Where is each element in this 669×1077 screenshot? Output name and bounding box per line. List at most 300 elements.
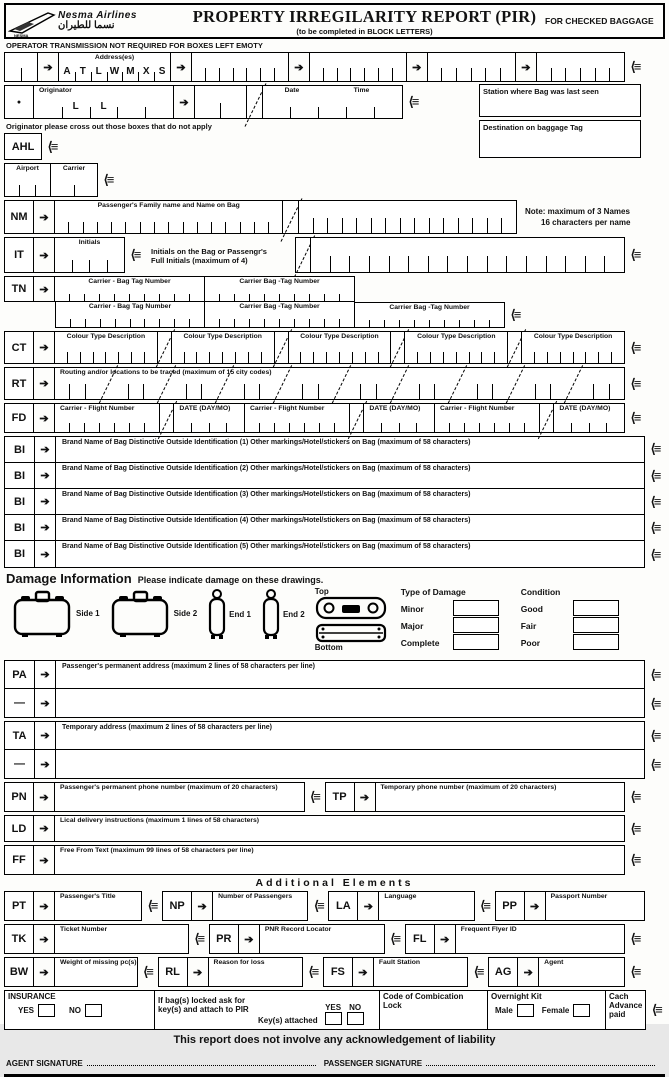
arrow-icon: ➔ [525,891,546,921]
bottom-label: Bottom [314,643,343,652]
la-code: LA [328,891,358,921]
np-label: Number of Passengers [218,893,293,900]
damage-heading [6,571,665,586]
passenger-title-field[interactable] [55,891,142,921]
arrow-icon: ➔ [516,52,537,82]
top-label: Top [314,587,329,596]
pa-continuation-row[interactable] [5,689,644,717]
telex-prefix-box[interactable] [4,52,38,82]
slash-divider [350,403,364,433]
cell[interactable] [34,95,62,118]
arrow-icon: ➔ [174,85,195,119]
complete-checkbox[interactable] [453,634,499,650]
bi-label: Brand Name of Bag Distinctive Outside Identification (3) Other markings/Hotel/stickers on Bag (maximum of 58 characters) [62,491,471,498]
flight-date-field[interactable] [554,403,625,433]
originator-letter: L [62,95,90,118]
operator-notice: OPERATOR TRANSMISSION NOT REQUIRED FOR BOXES LEFT EMOTY [6,41,263,50]
transmission-icon: ⟨≡ [650,727,660,743]
bag-tag-field[interactable] [55,276,205,302]
tk-row [4,924,645,954]
bag-tag-field[interactable] [205,302,355,328]
weight-missing-field[interactable] [55,957,138,987]
additional-elements-title: Additional Elements [255,877,414,889]
fl-code: FL [405,924,435,954]
airline-name-arabic: نسما للطيران [58,20,115,31]
major-label: Major [400,620,424,631]
fl-label: Frequent Flyer ID [460,926,517,933]
passenger-signature-line[interactable] [426,1056,655,1066]
originator-label: Originator [39,87,72,94]
overnight-kit-label: Overnight Kit [491,992,542,1001]
carrier-field[interactable] [51,164,97,196]
slash-divider [540,403,554,433]
dash-code: — [5,689,35,717]
transmission-icon: ⟨≡ [408,94,418,109]
combination-lock-field[interactable] [380,991,488,1029]
fd-row [4,403,645,433]
tn-section [4,276,665,328]
suitcase-side-icon [110,587,172,639]
transmission-icon: ⟨≡ [650,467,660,483]
transmission-icon: ⟨≡ [473,964,483,979]
male-checkbox[interactable] [517,1004,534,1017]
transmission-icon: ⟨≡ [652,1002,661,1017]
bi-row[interactable] [5,541,644,567]
colour-type-field[interactable] [55,331,158,364]
damage-subtitle: Please indicate damage on these drawings. [137,575,324,585]
flight-number-field[interactable] [55,403,160,433]
address-entry-box[interactable] [428,52,516,82]
flight-date-field[interactable] [364,403,435,433]
bag-tag-field[interactable] [55,302,205,328]
originator-entry-box[interactable] [195,85,247,119]
arrow-icon: ➔ [289,52,310,82]
transmission-icon: ⟨≡ [630,964,640,979]
initials-label: Initials [78,239,101,246]
ff-code: FF [4,845,34,875]
transmission-icon: ⟨≡ [630,375,640,391]
fault-station-field[interactable] [374,957,468,987]
good-checkbox[interactable] [573,600,619,616]
slash-divider [160,403,174,433]
locked-note-line1: If bag(s) locked ask for [158,996,246,1005]
initials-field[interactable] [55,237,125,273]
pn-code: PN [4,782,34,812]
female-label: Female [541,1006,570,1015]
bi-row[interactable] [5,463,644,489]
arrow-icon: ➔ [407,52,428,82]
address-letter: A [59,62,75,81]
station-last-seen-box[interactable] [479,84,641,117]
pt-row [4,891,645,921]
station-label: Station where Bag was last seen [483,87,599,96]
flight-date-field[interactable] [174,403,245,433]
type-of-damage-group [401,587,499,651]
transmission-icon: ⟨≡ [630,410,640,425]
transmission-icon: ⟨≡ [650,695,660,711]
arrow-icon: ➔ [171,52,192,82]
permanent-phone-field[interactable] [55,782,305,812]
carrier-label: Carrier [62,165,86,172]
transmission-icon: ⟨≡ [650,520,660,536]
family-name-field[interactable] [55,200,283,234]
destination-label: Destination on baggage Tag [483,123,583,132]
bag-tag-label: Carrier - Bag Tag Number [88,303,172,310]
flight-number-label: Carrier - Flight Number [250,405,325,412]
agent-field[interactable] [539,957,625,987]
arrow-icon: ➔ [34,403,55,433]
address-letter: M [122,62,138,81]
pa-row[interactable] [5,661,644,689]
address-codes-box[interactable] [59,52,171,82]
ticket-number-field[interactable] [55,924,189,954]
address-letter: X [138,62,154,81]
bi-label: Brand Name of Bag Distinctive Outside Identification (5) Other markings/Hotel/stickers on Bag (maximum of 58 characters) [62,543,471,550]
insurance-row [4,990,661,1030]
bi-label: Brand Name of Bag Distinctive Outside Identification (2) Other markings/Hotel/stickers on Bag (maximum of 58 characters) [62,465,471,472]
la-label: Language [384,893,417,900]
fair-label: Fair [520,620,537,631]
flight-number-label: Carrier - Flight Number [440,405,515,412]
address-entry-box[interactable] [192,52,289,82]
bi-code: BI [5,541,35,567]
number-of-passengers-field[interactable] [213,891,308,921]
ld-code: LD [4,815,34,842]
major-checkbox[interactable] [453,617,499,633]
transmission-icon: ⟨≡ [308,964,318,979]
pa-label: Passenger's permanent address (maximum 2 lines of 58 characters per line) [62,663,315,670]
ta-row[interactable] [5,722,644,750]
bi-section [4,436,665,568]
blank-entry [56,750,644,778]
bi-code: BI [5,489,35,514]
address-letter: L [91,62,107,81]
keys-yes-checkbox[interactable] [325,1012,342,1025]
side2-label: Side 2 [173,608,198,618]
airplane-icon [8,7,58,39]
arrow-icon: ➔ [34,200,55,234]
pn-row [4,782,645,812]
arrow-icon: ➔ [35,661,56,688]
insurance-label: INSURANCE [8,992,56,1001]
arrow-icon: ➔ [35,437,56,462]
ag-label: Agent [544,959,564,966]
signature-row [6,1056,663,1068]
transmission-icon: ⟨≡ [47,138,57,154]
originator-box[interactable] [34,85,174,119]
slash-divider [508,331,522,364]
frequent-flyer-field[interactable] [456,924,625,954]
insurance-yes-label: YES [18,1006,35,1015]
transmission-icon: ⟨≡ [650,441,660,457]
address-letter: S [158,66,166,77]
language-field[interactable] [379,891,474,921]
telex-address-row [4,52,645,82]
fs-label: Fault Station [378,959,421,966]
tn-code: TN [4,276,34,302]
transmission-icon: ⟨≡ [314,898,323,913]
bi-code: BI [5,463,35,488]
bw-row [4,957,645,987]
address-letter: W [107,62,123,81]
end1-label: End 1 [229,609,251,619]
colour-type-field[interactable] [522,331,625,364]
bag-tag-label: Carrier Bag -Tag Number [239,303,320,310]
airport-field[interactable] [5,164,51,196]
airport-label: Airport [16,165,39,172]
keys-attached-label: Key(s) attached [258,1016,318,1025]
ff-row [4,845,645,875]
bi-row[interactable] [5,515,644,541]
initials-entry-field[interactable] [311,237,625,273]
bi-code: BI [5,515,35,540]
address-label: Address(es) [94,54,135,61]
temporary-phone-field[interactable] [376,782,626,812]
arrow-icon: ➔ [34,845,55,875]
rt-code: RT [4,367,34,400]
suitcase-end1[interactable] [207,587,251,641]
arrow-icon: ➔ [435,924,456,954]
suitcase-end2[interactable] [261,587,305,641]
ct-code: CT [4,331,34,364]
bi-row[interactable] [5,437,644,463]
bw-label: Weight of missing pc(s) [60,959,137,966]
transmission-icon: ⟨≡ [630,820,640,836]
date-time-box[interactable] [263,85,403,119]
tp-label: Temporary phone number (maximum of 20 characters) [380,784,557,791]
originator-letter: L [90,95,118,118]
fs-code: FS [323,957,353,987]
flight-date-label: DATE (DAY/MO) [559,405,611,412]
arrow-icon: ➔ [34,815,55,842]
keys-yes-label: YES [325,1003,342,1012]
arrow-icon: ➔ [34,237,55,273]
address-letter: T [75,62,91,81]
slash-divider [158,331,172,364]
ta-label: Temporary address (maximum 2 lines of 58 characters per line) [62,724,272,731]
bi-row[interactable] [5,489,644,515]
transmission-icon: ⟨≡ [650,666,660,682]
arrow-icon: ➔ [35,463,56,488]
poor-label: Poor [520,637,541,648]
bag-tag-field[interactable] [205,276,355,302]
slash-divider [391,331,405,364]
ahl-code: AHL [11,140,35,153]
routing-label: Routing and/or locations to be traced (maximum of 15 city codes) [60,369,272,376]
arrow-icon: ➔ [35,689,56,717]
routing-field[interactable] [55,367,625,400]
flight-number-field[interactable] [245,403,350,433]
slash-divider [275,331,289,364]
arrow-icon: ➔ [34,782,55,812]
keys-no-label: NO [349,1003,362,1012]
transmission-icon: ⟨≡ [390,931,400,946]
tk-code: TK [4,924,34,954]
it-code: IT [4,237,34,273]
family-name-label: Passenger's Family name and Name on Bag [97,202,240,209]
right-panel [479,84,641,158]
free-text-field[interactable] [55,845,625,875]
bw-code: BW [4,957,34,987]
ct-row [4,331,645,364]
cash-advance-label: Cach Advance paid [609,992,643,1019]
fair-checkbox[interactable] [573,617,619,633]
pp-code: PP [495,891,525,921]
local-delivery-field[interactable] [55,815,625,842]
cell[interactable] [145,95,173,118]
suitcase-top-icon [315,596,387,620]
transmission-icon: ⟨≡ [650,493,660,509]
fd-code: FD [4,403,34,433]
insurance-no-checkbox[interactable] [85,1004,102,1017]
form-header [4,3,665,39]
good-label: Good [520,603,543,614]
arrow-icon: ➔ [34,924,55,954]
rt-row [4,367,645,400]
female-checkbox[interactable] [573,1004,590,1017]
slash-divider [247,85,263,119]
ag-code: AG [488,957,518,987]
pt-code: PT [4,891,34,921]
reason-for-loss-field[interactable] [209,957,303,987]
end2-label: End 2 [282,609,305,619]
suitcase-side2[interactable] [110,587,198,639]
minor-checkbox[interactable] [453,600,499,616]
passport-number-field[interactable] [546,891,645,921]
flight-number-field[interactable] [435,403,540,433]
keys-segment [155,991,380,1029]
bag-tag-label: Carrier Bag -Tag Number [239,278,320,285]
transmission-icon: ⟨≡ [650,546,660,562]
ld-row [4,815,645,842]
transmission-icon: ⟨≡ [630,247,640,262]
pnr-field[interactable] [260,924,385,954]
flight-date-label: DATE (DAY/MO) [369,405,421,412]
originator-note: Originator please cross out those boxes that do not apply [6,122,212,131]
address-entry-box[interactable] [310,52,407,82]
transmission-icon: ⟨≡ [630,931,640,946]
transmission-icon: ⟨≡ [650,756,660,772]
form-title: PROPERTY IRREGILARITY REPORT (PIR) [192,6,537,26]
ta-continuation-row[interactable] [5,750,644,778]
damage-title: Damage Information [6,571,132,586]
poor-checkbox[interactable] [573,634,619,650]
it-desc-line2: Full Initials (maximum of 4) [151,256,248,265]
side1-label: Side 1 [76,608,100,618]
arrow-icon: ➔ [358,891,379,921]
date-label: Date [284,87,300,94]
arrow-icon: ➔ [188,957,209,987]
keys-no-checkbox[interactable] [347,1012,364,1025]
colour-type-label: Colour Type Description [66,333,146,340]
arrow-icon: ➔ [239,924,260,954]
complete-label: Complete [400,637,440,648]
arrow-icon: ➔ [34,331,55,364]
colour-type-label: Colour Type Description [417,333,496,340]
agent-signature-line[interactable] [87,1056,316,1066]
slash-divider [295,237,311,273]
originator-bullet-box[interactable] [4,85,34,119]
arrow-icon: ➔ [518,957,539,987]
ahl-code-box[interactable] [4,133,42,160]
suitcase-end-icon [261,587,281,641]
arrow-icon: ➔ [38,52,59,82]
locked-note-line2: key(s) and attach to PIR [158,1005,249,1014]
transmission-icon: ⟨≡ [194,931,204,946]
bi-label: Brand Name of Bag Distinctive Outside Identification (4) Other markings/Hotel/stickers on Bag (maximum of 58 characters) [62,517,471,524]
arrow-icon: ➔ [35,541,56,567]
pt-label: Passenger's Title [60,893,116,900]
name-entry-field[interactable] [299,200,517,234]
transmission-icon: ⟨≡ [147,898,157,913]
it-row [4,237,645,273]
transmission-icon: ⟨≡ [630,852,640,867]
ff-label: Free From Text (maximum 99 lines of 58 characters per line) [60,847,254,854]
cash-advance-field[interactable] [606,991,645,1029]
address-entry-box[interactable] [537,52,625,82]
bullet-icon: ● [16,98,22,106]
suitcase-bottom-icon [315,623,387,643]
condition-title: Condition [520,587,561,597]
bi-label: Brand Name of Bag Distinctive Outside Identification (1) Other markings/Hotel/stickers on Bag (maximum of 58 characters) [62,439,471,446]
bag-tag-field[interactable] [355,302,505,328]
damage-diagrams [12,587,665,657]
suitcase-side1[interactable] [12,587,100,639]
time-label: Time [353,87,370,94]
arrow-icon: ➔ [34,891,55,921]
nm-row [4,200,665,234]
nm-code: NM [4,200,34,234]
np-code: NP [162,891,192,921]
arrow-icon: ➔ [35,489,56,514]
insurance-segment [5,991,155,1029]
slash-divider [283,200,299,234]
nm-note-line2: 16 characters per name [541,218,631,227]
flight-date-label: DATE (DAY/MO) [179,405,231,412]
flight-number-label: Carrier - Flight Number [60,405,135,412]
arrow-icon: ➔ [35,515,56,540]
bag-tag-label: Carrier Bag -Tag Number [389,304,470,311]
originator-row [4,85,454,119]
arrow-icon: ➔ [353,957,374,987]
colour-type-field[interactable] [172,331,275,364]
colour-type-label: Colour Type Description [300,333,379,340]
dash-code: — [5,750,35,778]
cell[interactable] [117,95,145,118]
passenger-signature-label: PASSENGER SIGNATURE [323,1059,423,1068]
transmission-icon: ⟨≡ [510,307,520,322]
insurance-no-label: NO [69,1006,82,1015]
airline-name: Nesma Airlines [58,10,137,21]
rl-label: Reason for loss [213,959,265,966]
rl-code: RL [158,957,188,987]
destination-tag-box[interactable] [479,120,641,158]
transmission-icon: ⟨≡ [630,339,640,355]
nesma-logo [6,5,184,37]
arrow-icon: ➔ [35,750,56,778]
colour-type-field[interactable] [289,331,392,364]
colour-type-field[interactable] [405,331,508,364]
airport-carrier-box [4,163,98,197]
male-label: Male [495,1006,513,1015]
suitcase-top-bottom[interactable] [315,587,387,652]
bi-code: BI [5,437,35,462]
condition-group [521,587,619,651]
form-subtitle: (to be completed in BLOCK LETTERS) [296,26,433,36]
insurance-yes-checkbox[interactable] [38,1004,55,1017]
arrow-icon: ➔ [34,276,55,302]
airport-carrier-row [4,163,665,197]
